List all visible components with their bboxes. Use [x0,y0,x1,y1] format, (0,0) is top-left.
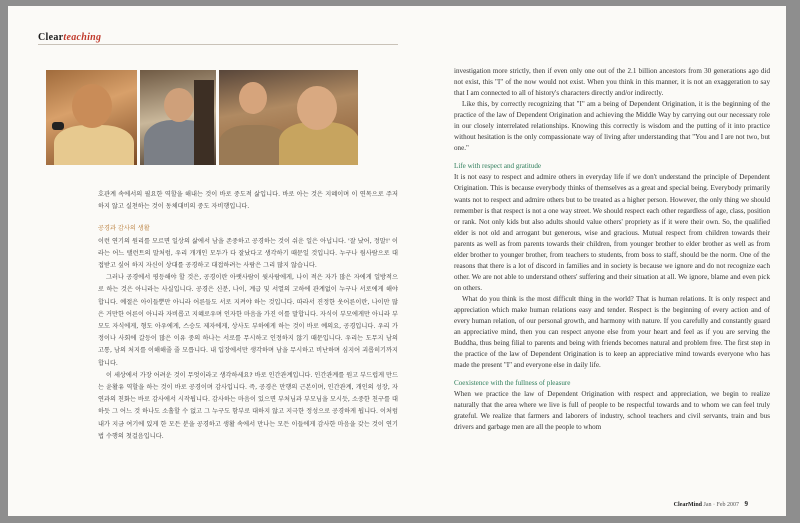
english-heading-respect: Life with respect and gratitude [454,162,542,171]
korean-paragraph: 그러나 공경에서 평등해야 할 것은, 공경이란 아랫사람이 윗사람에게, 나이 적은 자가 많은 자에게 일방적으로 하는 것은 아니라는 사실입니다. 공경은 신분, 나이, 계급 및 서열의 고하에 관계없이 누구나 서로에게 해야 합니다. 예절은 아이들뿐만 아니라 어른들도 서로 지켜야 하는 것입니다. 따라서 진정한 웃어른이란, 나이만 많은 거만한 어른이 아니라 자비롭고 지혜로우며 인자한 마음을 가진 이를 말합니다. 자식이 부모에게만 아니라 부모도 자식에게, 형도 아우에게, 스승도 제자에게, 상사도 부하에게 하는 것이 바로 예의요, 공경입니다. 우리 가정이나 사회에 갈등이 많은 이유 중의 하나는 서로를 무시하고 인정하지 않기 때문입니다. 우리는 도무지 남의 고통, 남의 처지를 이해해줄 줄 모릅니다. 내 입장에서만 생각하며 남을 무시하고 비난하며 심지어 괴롭히기까지 합니다. [98,274,398,367]
english-paragraph: It is not easy to respect and admire others in everyday life if we don't understand the principle of Dependent Origination. This is because everybody thinks of themselves as a great and special being. Everybody primarily wants not to respect and admire others but to be treated as a higher person. However, the only thing we should remember is that respect is not a one way street. We should respect each other regardless of age, class, position or rank. Not only kids but also adults should value others' propriety as if it were their own. So, the qualified elder is not old and arrogant but generous, wise and gracious. Mutual respect from children towards their parents as well as from parents towards their children, from younger brother to elder brother as well as from elder brother to younger brother, from teachers to students, from boss to staff, should be the norm. One of the reasons that there is a lot of discord in families and in society is because we ignore and do not recognize each other. We are not able to understand others' suffering and their situation at all. We ignore, blame and even pick on others. [454,173,770,292]
photo-monk-speaking [46,70,137,165]
korean-intro: 호관계 속에서의 필요한 역할을 해내는 것이 바로 중도적 삶입니다. 바로 아는 것은 지혜이며 이 연목으로 주저하지 않고 실천하는 것이 동체대비의 중도 자비행입니다. [98,191,398,211]
korean-paragraph: 이런 연기의 원리를 모르면 일상의 삶에서 남을 존중하고 공경하는 것이 쉬운 일은 아닙니다. '잘 났어, 정말!' 이라는 어느 탤런트의 말처럼, 우리 개개인 모두가 다 잘났다고 생각하기 때문일 것입니다. 누구나 웜사람으로 대접받고 싶어 하지 자신이 상대를 공경하고 대접하려는 사람은 그리 많지 않습니다. [98,237,398,270]
photo-monks-group [219,70,358,165]
korean-paragraph: 이 세상에서 가장 어려운 것이 무엇이라고 생각하세요? 바로 인간관계입니다. 인간관계를 원고 부드럽게 만드는 윤활유 역할을 하는 것이 바로 공경이며 감사입니다. 즉, 공경은 만행의 근본이며, 인간관계, 개인의 성장, 자연과의 친화는 바로 감사에서 시작됩니다. 감사하는 마음이 있으면 부처님과 부모님을 모시듯, 소중한 친구를 대하듯 그 어느 것 하나도 소홀할 수 없고 그 누구도 함부로 대하지 않고 지극한 정성으로 공경하게 됩니다. 이처럼 내가 지금 여기에 있게 한 모든 분을 공경하고 생활 속에서 만나는 모든 이들에게 감사한 마음을 갖는 것이 연기법 수행의 첫걸음입니다. [98,371,399,440]
footer-magazine-name: ClearMind [673,502,702,508]
english-paragraph: Like this, by correctly recognizing that "I" am a being of Dependent Origination, it is the beginning of the practice of the law of Dependent Origination and achieving the Middle Way by carrying out our necessary role in our closely interrelated relationships. Knowing this correctly is wisdom and the putting of it into practice without hesitation is the only compassionate way of living after understanding that "You and I are not two, but one." [454,100,770,153]
english-heading-coexistence: Coexistence with the fullness of pleasure [454,379,571,388]
header-rule [38,44,398,45]
english-column [454,66,770,434]
page-number: 9 [744,500,748,508]
logo-clear: Clear [38,32,64,43]
footer-issue: Jan · Feb 2007 [703,502,739,508]
photo-monk-seated [140,70,216,165]
photo-strip [46,70,358,165]
magazine-logo [38,32,101,43]
korean-heading-respect: 공경과 감사의 생활 [98,225,150,233]
english-paragraph: investigation more strictly, then if even only one out of the 2.1 billion ancestors from 30 generations ago did not exist, this "I" of the now would not exist. When you think in this manner, it is not an exaggeration to say that I am connected to all of history's characters directly and/or indirectly. [454,67,770,98]
english-paragraph: When we practice the law of Dependent Origination with respect and appreciation, we begin to realize naturally that the area where we live is full of people to be respectful towards and to whom we can feel truly grateful. We realize that farmers and laborers of industry, school teachers and civil servants, train and bus drivers and garbage men are all the people to whom [454,390,770,432]
english-paragraph: What do you think is the most difficult thing in the world? That is human relations. It is only respect and appreciation which make human relations easy and tender. Respect is the beginning of every action and of every human relation, of our personal growth, and harmony with nature. If you carefully and constantly guard an appreciative mind, then you can respect anyone else from your heart and feel as if you are serving the Buddha, thus being filial to parents and being with friends becomes natural and problem free. The first step in the practice of the law of Dependent Origination is to keep an appreciative mind towards everyone who has made the present "I" and everyone else in daily life. [454,294,770,370]
logo-teaching: teaching [63,32,102,43]
magazine-page [8,6,786,516]
korean-column [98,189,398,443]
page-footer [674,500,748,508]
